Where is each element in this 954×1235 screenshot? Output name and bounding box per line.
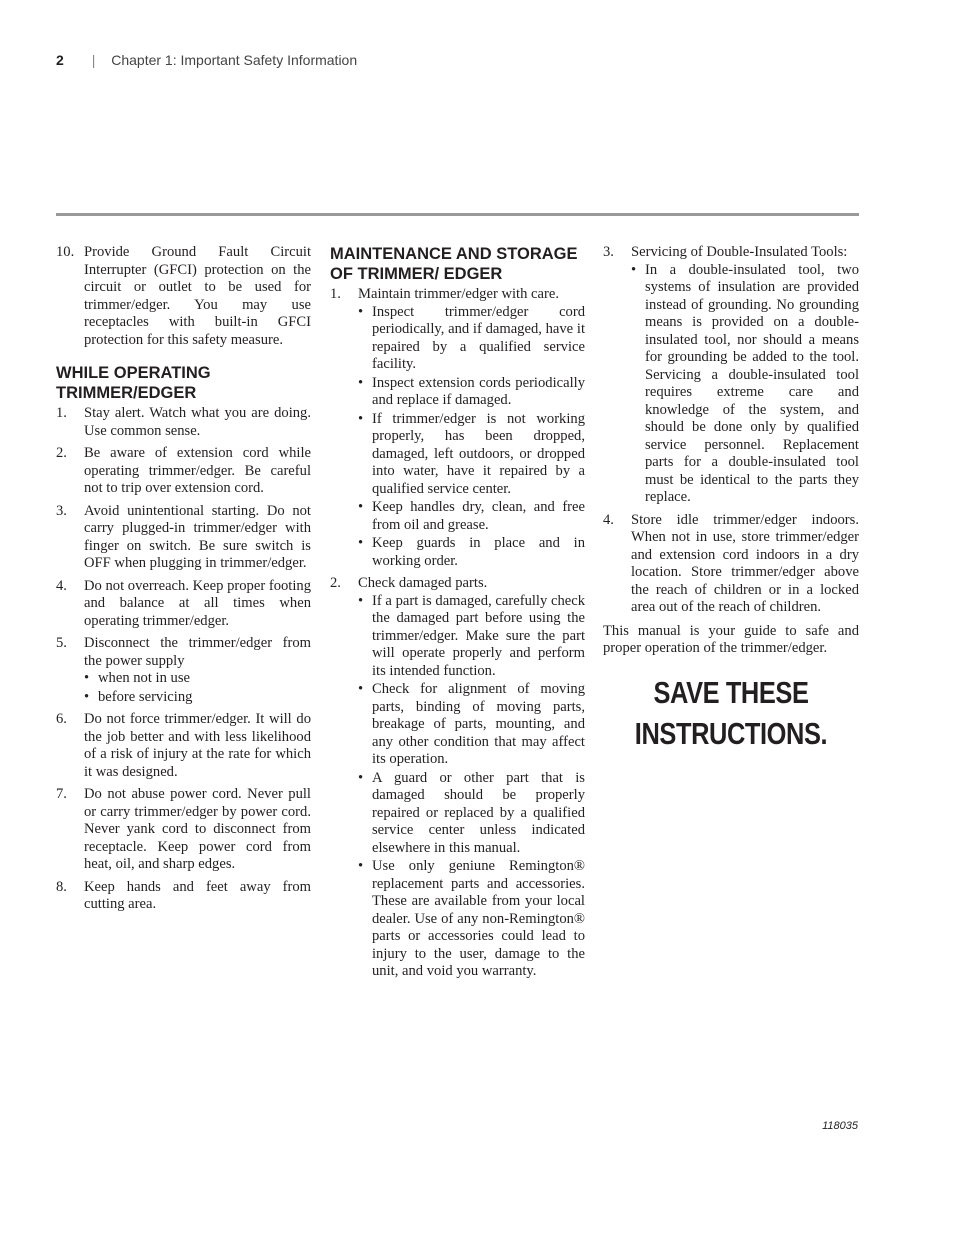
item-number: 1. [56, 405, 67, 421]
list-item [56, 244, 311, 349]
bullet-list [358, 304, 585, 571]
bullet-item [358, 499, 585, 534]
bullet-item [358, 411, 585, 499]
column-2 [330, 244, 585, 986]
bullet-icon: • [358, 769, 364, 786]
item-text: Do not abuse power cord. Never pull or carry trimmer/edger by power cord. Never yank cord to disconnect from receptacle. Keep power cord from heat, oil, and sharp edges. [84, 786, 311, 872]
item-text: Do not force trimmer/edger. It will do the job better and with less likelihood of a risk of injury at the rate for which it was designed. [84, 711, 311, 780]
bullet-icon: • [358, 374, 364, 391]
list-item [603, 244, 859, 507]
intro-list [56, 244, 311, 349]
list-item [330, 575, 585, 981]
item-number: 8. [56, 878, 67, 895]
item-number: 4. [603, 511, 614, 528]
save-instructions-banner [626, 672, 836, 754]
item-text: Check damaged parts. [358, 575, 488, 591]
item-number: 7. [56, 786, 67, 802]
header-separator: | [91, 52, 96, 68]
bullet-text: Keep guards in place and in working order. [372, 535, 585, 569]
bullet-text: Keep handles dry, clean, and free from oil and grease. [372, 499, 585, 533]
bullet-icon: • [84, 670, 90, 686]
bullet-icon: • [358, 410, 364, 427]
bullet-list [358, 593, 585, 981]
bullet-icon: • [84, 688, 90, 705]
bullet-item [358, 681, 585, 769]
chapter-title: Chapter 1: Important Safety Information [111, 52, 358, 68]
item-text: Be aware of extension cord while operating trimmer/edger. Be careful not to trip over extension cord. [84, 445, 311, 496]
bullet-text: In a double-insulated tool, two systems of insulation are provided instead of grounding. No grounding means is provided on a double-insulated tool, nor should a means for grounding be added to the tool. Servicing a double-insulated tool requires extreme care and knowledge of the system, and should be done only by qualified service personnel. Replacement parts for a double-insulated tool must be identical to the parts they replace. [645, 261, 859, 505]
bullet-text: Inspect trimmer/edger cord periodically, and if damaged, have it repaired by a qualified service facility. [372, 303, 585, 372]
list-item [56, 578, 311, 631]
bullet-item [358, 304, 585, 374]
bullet-text: when not in use [98, 670, 191, 686]
header-rule [56, 213, 859, 216]
bullet-icon: • [358, 592, 364, 609]
bullet-text: A guard or other part that is damaged should be properly repaired or replaced by a qualified service center unless indicated elsewhere in this manual. [372, 769, 585, 856]
item-text: Avoid unintentional starting. Do not carry plugged-in trimmer/edger with finger on switch. Be sure switch is OFF when plugging in trimmer/edger. [84, 502, 311, 571]
bullet-item [358, 535, 585, 570]
document-code: 118035 [822, 1120, 858, 1132]
bullet-icon: • [358, 535, 364, 551]
item-text: Disconnect the trimmer/edger from the power supply [84, 635, 311, 669]
item-text: Provide Ground Fault Circuit Interrupter (GFCI) protection on the circuit or outlet to be used for trimmer/edger. You may use receptacles with built-in GFCI protection for this safety measure. [84, 244, 311, 348]
page-header [56, 52, 357, 68]
bullet-item [631, 262, 859, 507]
list-item [56, 786, 311, 874]
bullet-item [358, 593, 585, 681]
servicing-list [603, 244, 859, 617]
bullet-item [84, 689, 311, 707]
bullet-text: If trimmer/edger is not working properly, has been dropped, damaged, left outdoors, or dropped into water, have it repaired by a qualified service center. [372, 410, 585, 497]
section-heading-maintenance: MAINTENANCE AND STORAGE OF TRIMMER/ EDGER [330, 245, 578, 283]
list-item [56, 879, 311, 914]
save-line-2: INSTRUCTIONS. [634, 716, 828, 752]
column-3 [603, 244, 859, 754]
section-heading-operating: WHILE OPERATING TRIMMER/EDGER [56, 364, 211, 402]
closing-text: This manual is your guide to safe and proper operation of the trimmer/edger. [603, 622, 859, 656]
bullet-item [358, 770, 585, 858]
bullet-text: before servicing [98, 688, 193, 705]
save-line-1: SAVE THESE [653, 675, 809, 711]
list-item [603, 512, 859, 617]
bullet-icon: • [358, 858, 364, 874]
maintenance-list [330, 286, 585, 981]
item-number: 2. [56, 445, 67, 461]
item-number: 3. [603, 244, 614, 260]
item-number: 5. [56, 635, 67, 651]
bullet-icon: • [358, 681, 364, 697]
page-number: 2 [56, 52, 64, 68]
bullet-text: Check for alignment of moving parts, binding of moving parts, breakage of parts, mounting, and any other condition that may affect its operation. [372, 681, 585, 767]
bullet-icon: • [631, 261, 637, 278]
item-number: 3. [56, 502, 67, 519]
bullet-icon: • [358, 303, 364, 320]
bullet-item [358, 375, 585, 410]
operating-list [56, 405, 311, 914]
bullet-text: Inspect extension cords periodically and replace if damaged. [372, 374, 585, 408]
item-number: 1. [330, 286, 341, 302]
column-1 [56, 244, 311, 919]
list-item [56, 445, 311, 498]
list-item [56, 503, 311, 573]
bullet-item [358, 858, 585, 981]
bullet-text: If a part is damaged, carefully check the damaged part before using the trimmer/edger. Make sure the part will operate properly and perform its intended function. [372, 592, 585, 679]
item-number: 6. [56, 711, 67, 727]
bullet-list [84, 670, 311, 706]
bullet-list [631, 262, 859, 507]
item-text: Do not overreach. Keep proper footing and balance at all times when operating trimmer/edger. [84, 577, 311, 629]
list-item [56, 405, 311, 440]
list-item [330, 286, 585, 570]
item-number: 4. [56, 577, 67, 594]
bullet-text: Use only geniune Remington® replacement parts and accessories. These are available from your local dealer. Use of any non-Remington® parts or accessories could lead to injury to the user, damage to the unit, and void you warranty. [372, 858, 585, 979]
item-number: 10. [56, 244, 75, 260]
item-text: Stay alert. Watch what you are doing. Use common sense. [84, 405, 311, 439]
item-text: Maintain trimmer/edger with care. [358, 286, 559, 302]
bullet-item [84, 670, 311, 688]
list-item [56, 711, 311, 781]
item-text: Store idle trimmer/edger indoors. When not in use, store trimmer/edger and extension cord indoors in a dry location. Store trimmer/edger above the reach of children or in a locked area out of the reach of children. [631, 511, 859, 615]
item-text: Servicing of Double-Insulated Tools: [631, 244, 848, 260]
item-text: Keep hands and feet away from cutting area. [84, 878, 311, 912]
list-item [56, 635, 311, 706]
item-number: 2. [330, 575, 341, 591]
bullet-icon: • [358, 499, 364, 515]
